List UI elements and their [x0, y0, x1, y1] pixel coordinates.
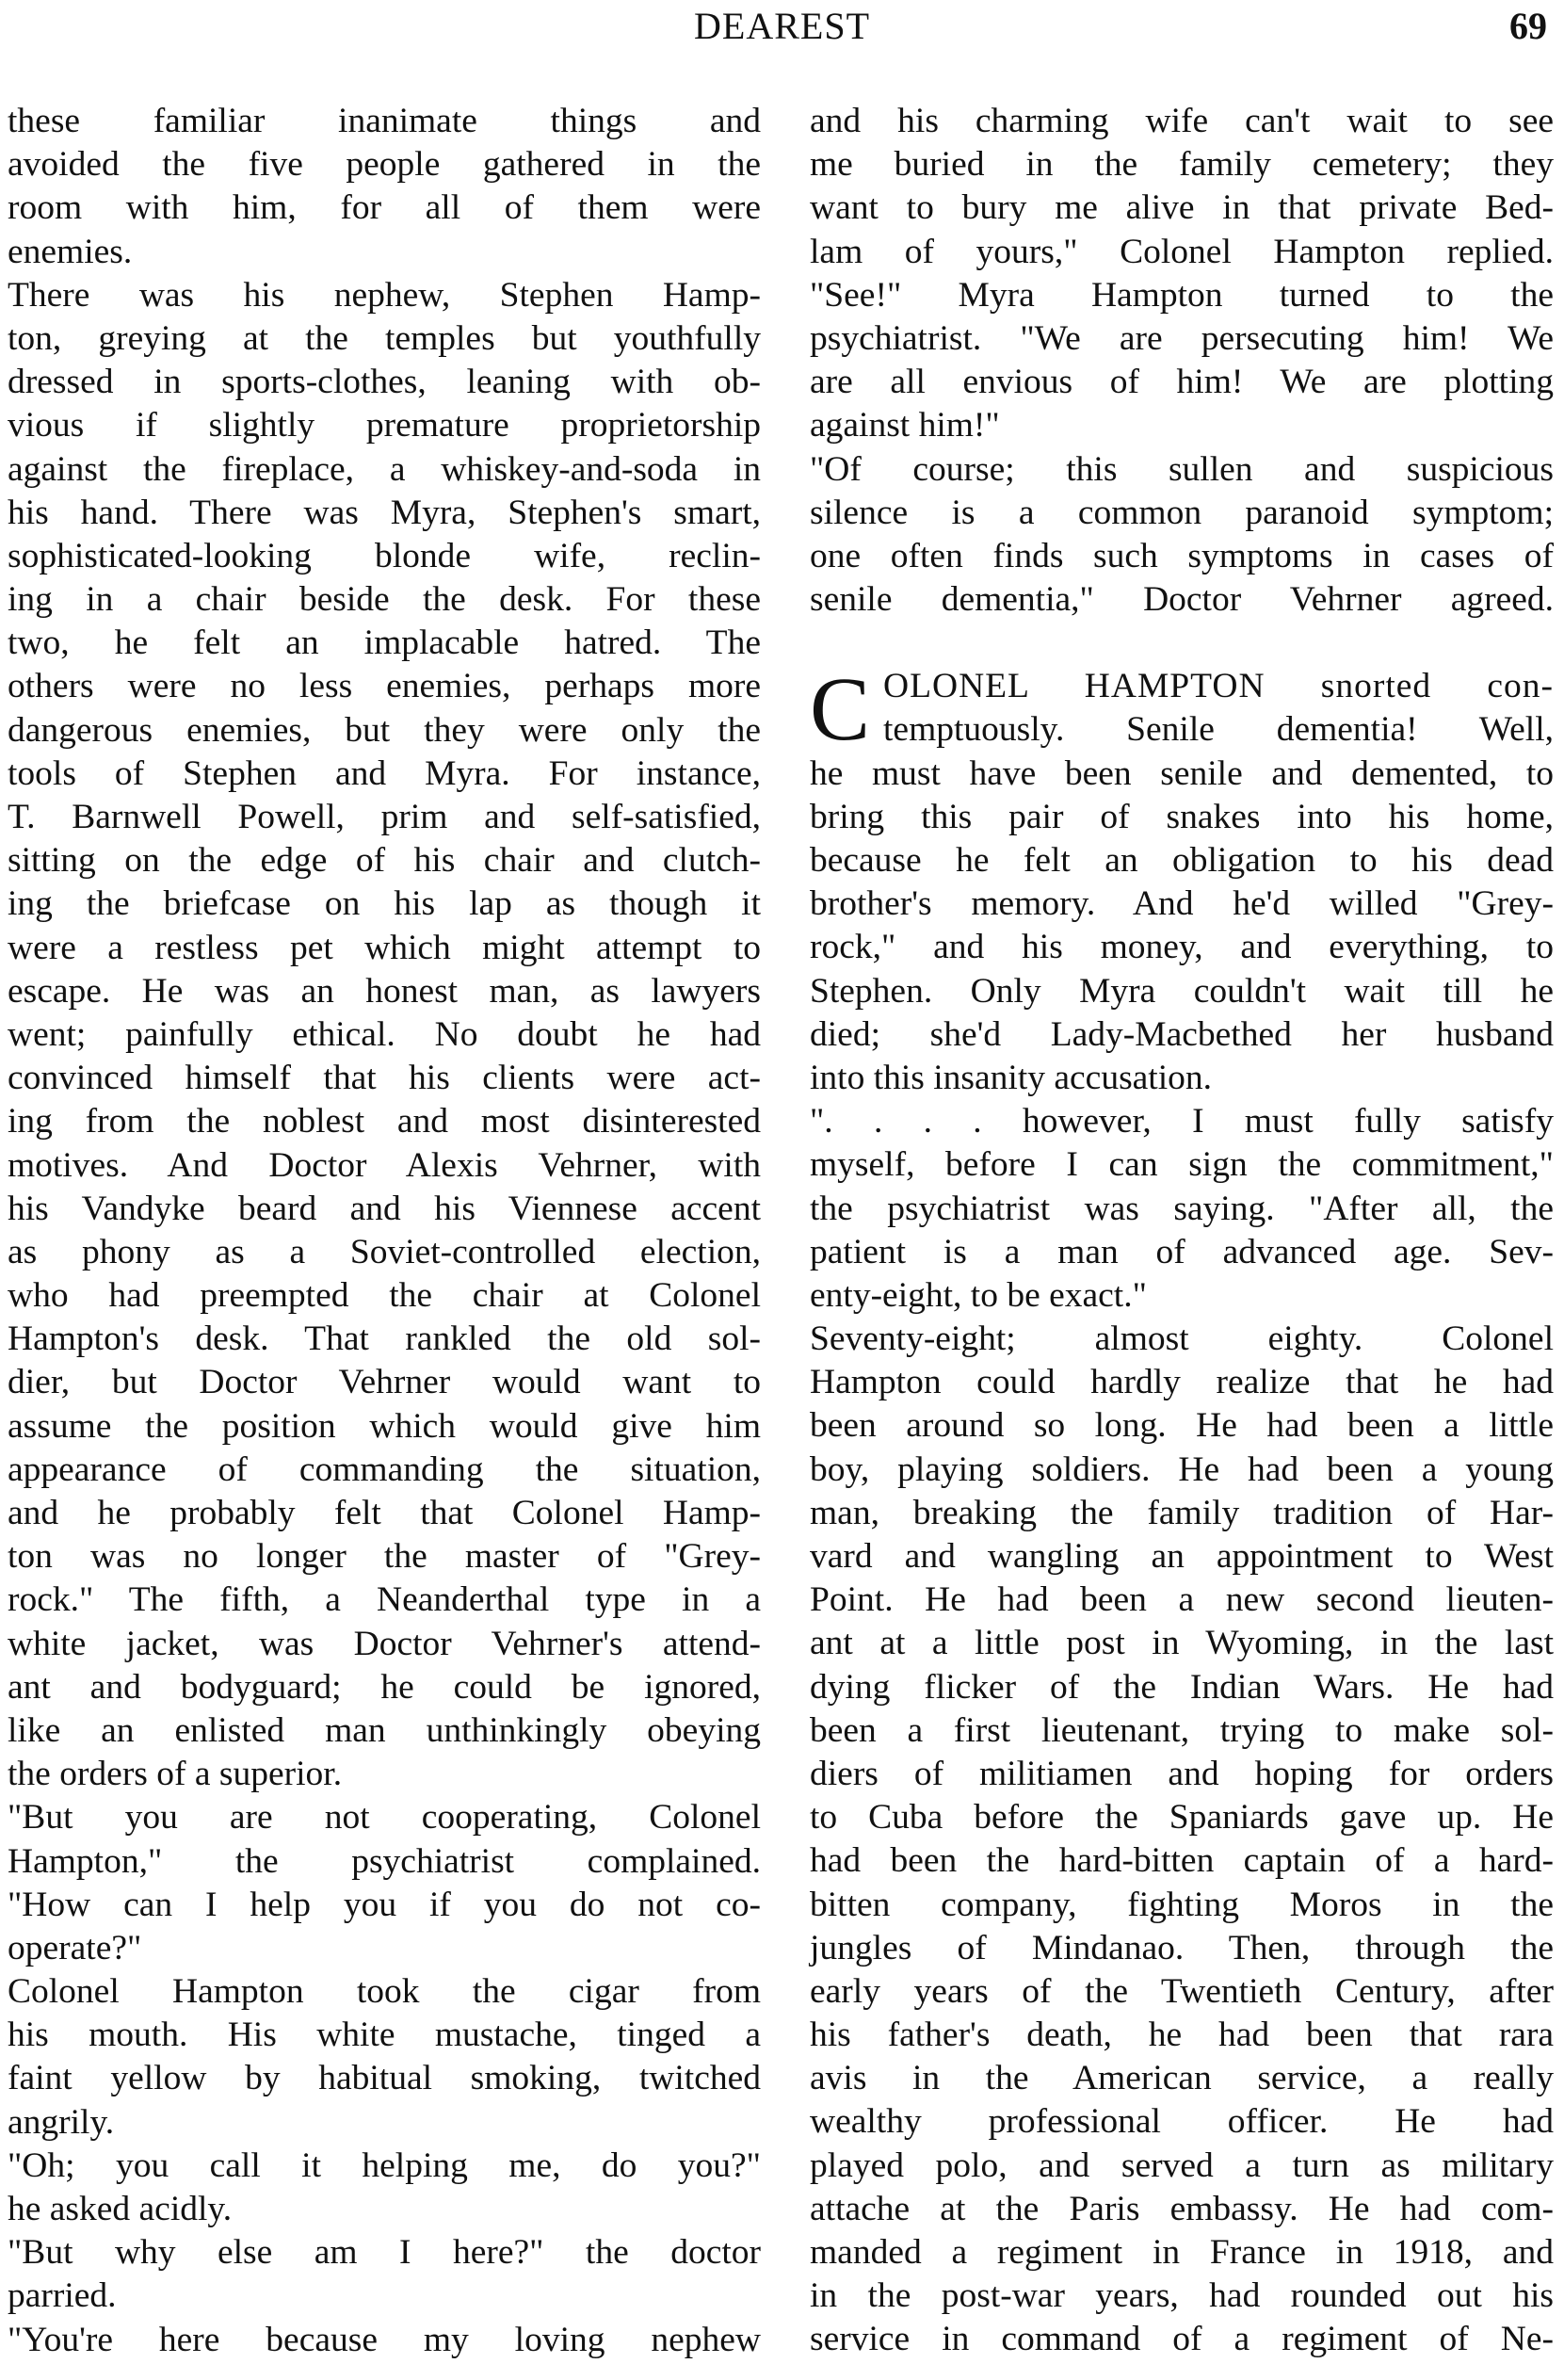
text-line: ing in a chair beside the desk. For these — [8, 580, 761, 620]
text-line: patient is a man of advanced age. Sev- — [810, 1232, 1554, 1271]
text-line: others were no less enemies, perhaps more — [8, 667, 761, 706]
text-line: in the post-war years, had rounded out his — [810, 2276, 1554, 2316]
text-line: these familiar inanimate things and — [8, 102, 761, 140]
text-line: went; painfully ethical. No doubt he had — [8, 1014, 761, 1054]
text-line: avoided the five people gathered in the — [8, 145, 761, 185]
section-first-line-text: OLONEL HAMPTON snorted con- — [883, 667, 1554, 706]
text-line: "But you are not cooperating, Colonel — [8, 1798, 761, 1838]
text-line: Seventy-eight; almost eighty. Colonel — [810, 1320, 1554, 1359]
text-line: manded a regiment in France in 1918, and — [810, 2233, 1554, 2272]
right-column-top — [810, 100, 1554, 622]
text-line: Stephen. Only Myra couldn't wait till he — [810, 971, 1554, 1011]
section-second-line-text: temptuously. Senile dementia! Well, — [883, 710, 1554, 750]
text-line: sophisticated-looking blonde wife, reclin- — [8, 536, 761, 575]
text-line: are all envious of him! We are plotting — [810, 363, 1554, 402]
text-line: me buried in the family cemetery; they — [810, 145, 1554, 185]
text-line: to Cuba before the Spaniards gave up. He — [810, 1798, 1554, 1838]
text-line: against him!" — [810, 406, 1000, 445]
text-line: appearance of commanding the situation, — [8, 1449, 761, 1489]
text-line: motives. And Doctor Alexis Vehrner, with — [8, 1145, 761, 1185]
text-line: been around so long. He had been a little — [810, 1406, 1554, 1446]
text-line: "Oh; you call it helping me, do you?" — [8, 2145, 761, 2185]
text-line: diers of militiamen and hoping for orders — [810, 1754, 1554, 1793]
text-line: and his charming wife can't wait to see — [810, 102, 1554, 140]
page-header — [0, 0, 1564, 66]
text-line: psychiatrist. "We are persecuting him! We — [810, 318, 1554, 358]
text-line: rock." The fifth, a Neanderthal type in a — [8, 1580, 761, 1620]
text-line: "Of course; this sullen and suspicious — [810, 449, 1554, 489]
text-line: because he felt an obligation to his dead — [810, 841, 1554, 880]
text-line: like an enlisted man unthinkingly obeying — [8, 1710, 761, 1750]
text-line: senile dementia," Doctor Vehrner agreed. — [810, 580, 1554, 620]
text-line: one often finds such symptoms in cases of — [810, 536, 1554, 575]
text-line: There was his nephew, Stephen Hamp- — [8, 275, 761, 315]
text-line: brother's memory. And he'd willed "Grey- — [810, 884, 1554, 924]
text-line: service in command of a regiment of Ne- — [810, 2320, 1554, 2359]
text-line: enemies. — [8, 232, 133, 271]
text-line: rock," and his money, and everything, to — [810, 928, 1554, 967]
text-line: man, breaking the family tradition of Har- — [810, 1493, 1554, 1532]
text-line: his mouth. His white mustache, tinged a — [8, 2016, 761, 2055]
left-column — [8, 100, 761, 2362]
text-line: room with him, for all of them were — [8, 188, 761, 228]
text-line: assume the position which would give him — [8, 1406, 761, 1446]
text-line: Colonel Hampton took the cigar from — [8, 1972, 761, 2012]
text-line: bitten company, fighting Moros in the — [810, 1885, 1554, 1924]
text-line: "How can I help you if you do not co- — [8, 1885, 761, 1924]
text-line: want to bury me alive in that private Bed- — [810, 188, 1554, 228]
text-line: played polo, and served a turn as military — [810, 2145, 1554, 2185]
text-line: convinced himself that his clients were act- — [8, 1059, 761, 1098]
text-line: he asked acidly. — [8, 2190, 233, 2228]
text-line: been a first lieutenant, trying to make sol- — [810, 1710, 1554, 1750]
text-line: T. Barnwell Powell, prim and self-satisfied, — [8, 798, 761, 836]
text-line: his father's death, he had been that rara — [810, 2016, 1554, 2055]
text-line: faint yellow by habitual smoking, twitched — [8, 2059, 761, 2098]
text-line: parried. — [8, 2276, 117, 2316]
text-line: operate?" — [8, 1928, 142, 1967]
section-gap — [810, 622, 1554, 665]
text-line: attache at the Paris embassy. He had com- — [810, 2189, 1554, 2228]
section-break — [810, 658, 1554, 760]
text-line: against the fireplace, a whiskey-and-soda in — [8, 449, 761, 489]
text-line: silence is a common paranoid symptom; — [810, 493, 1554, 532]
right-column — [810, 100, 1554, 2362]
text-line: vious if slightly premature proprietorship — [8, 406, 761, 445]
text-line: "See!" Myra Hampton turned to the — [810, 275, 1554, 315]
text-line: ing the briefcase on his lap as though it — [8, 884, 761, 924]
text-line: ton was no longer the master of "Grey- — [8, 1537, 761, 1577]
text-line: jungles of Mindanao. Then, through the — [810, 1928, 1554, 1967]
text-line: he must have been senile and demented, to — [810, 753, 1554, 793]
text-line: myself, before I can sign the commitment," — [810, 1145, 1554, 1185]
section-second-line — [810, 708, 1554, 752]
text-line: "You're here because my loving nephew — [8, 2320, 761, 2359]
text-line: ton, greying at the temples but youthfully — [8, 318, 761, 358]
text-line: ant and bodyguard; he could be ignored, — [8, 1667, 761, 1707]
text-line: Hampton," the psychiatrist complained. — [8, 1841, 761, 1881]
text-line: early years of the Twentieth Century, after — [810, 1971, 1554, 2011]
text-line: boy, playing soldiers. He had been a young — [810, 1449, 1554, 1489]
text-line: had been the hard-bitten captain of a hard- — [810, 1841, 1554, 1881]
text-line: sitting on the edge of his chair and clutch- — [8, 841, 761, 881]
text-line: his Vandyke beard and his Viennese accent — [8, 1189, 761, 1228]
text-line: ing from the noblest and most disinterested — [8, 1102, 761, 1141]
text-line: dangerous enemies, but they were only the — [8, 710, 761, 750]
text-line: dier, but Doctor Vehrner would want to — [8, 1363, 761, 1402]
text-line: the psychiatrist was saying. "After all, the — [810, 1189, 1554, 1228]
text-line: lam of yours," Colonel Hampton replied. — [810, 232, 1554, 271]
text-line: Hampton could hardly realize that he had — [810, 1363, 1554, 1402]
running-title: DEAREST — [694, 5, 870, 47]
right-column-bottom — [810, 753, 1554, 2362]
text-line: escape. He was an honest man, as lawyers — [8, 971, 761, 1011]
text-line: into this insanity accusation. — [810, 1058, 1213, 1097]
text-line: dying flicker of the Indian Wars. He had — [810, 1667, 1554, 1707]
text-line: died; she'd Lady-Macbethed her husband — [810, 1014, 1554, 1054]
text-line: were a restless pet which might attempt to — [8, 928, 761, 967]
text-line: as phony as a Soviet-controlled election, — [8, 1232, 761, 1271]
text-line: ". . . . however, I must fully satisfy — [810, 1102, 1554, 1141]
text-line: and he probably felt that Colonel Hamp- — [8, 1494, 761, 1532]
text-line: avis in the American service, a really — [810, 2059, 1554, 2098]
text-line: bring this pair of snakes into his home, — [810, 797, 1554, 836]
text-line: the orders of a superior. — [8, 1755, 343, 1794]
text-line: "But why else am I here?" the doctor — [8, 2233, 761, 2273]
text-line: ant at a little post in Wyoming, in the last — [810, 1624, 1554, 1663]
text-line: Point. He had been a new second lieuten- — [810, 1580, 1554, 1620]
text-line: who had preempted the chair at Colonel — [8, 1276, 761, 1316]
page-number: 69 — [1509, 5, 1547, 47]
text-line: two, he felt an implacable hatred. The — [8, 623, 761, 663]
text-line: angrily. — [8, 2102, 115, 2142]
text-line: vard and wangling an appointment to West — [810, 1537, 1554, 1576]
text-line: white jacket, was Doctor Vehrner's attend- — [8, 1624, 761, 1663]
text-line: enty-eight, to be exact." — [810, 1275, 1147, 1315]
text-line: tools of Stephen and Myra. For instance, — [8, 753, 761, 793]
text-line: his hand. There was Myra, Stephen's smart, — [8, 493, 761, 532]
text-line: Hampton's desk. That rankled the old sol- — [8, 1320, 761, 1359]
text-line: wealthy professional officer. He had — [810, 2102, 1554, 2142]
drop-cap: C — [810, 658, 871, 760]
text-line: dressed in sports-clothes, leaning with ob- — [8, 363, 761, 402]
